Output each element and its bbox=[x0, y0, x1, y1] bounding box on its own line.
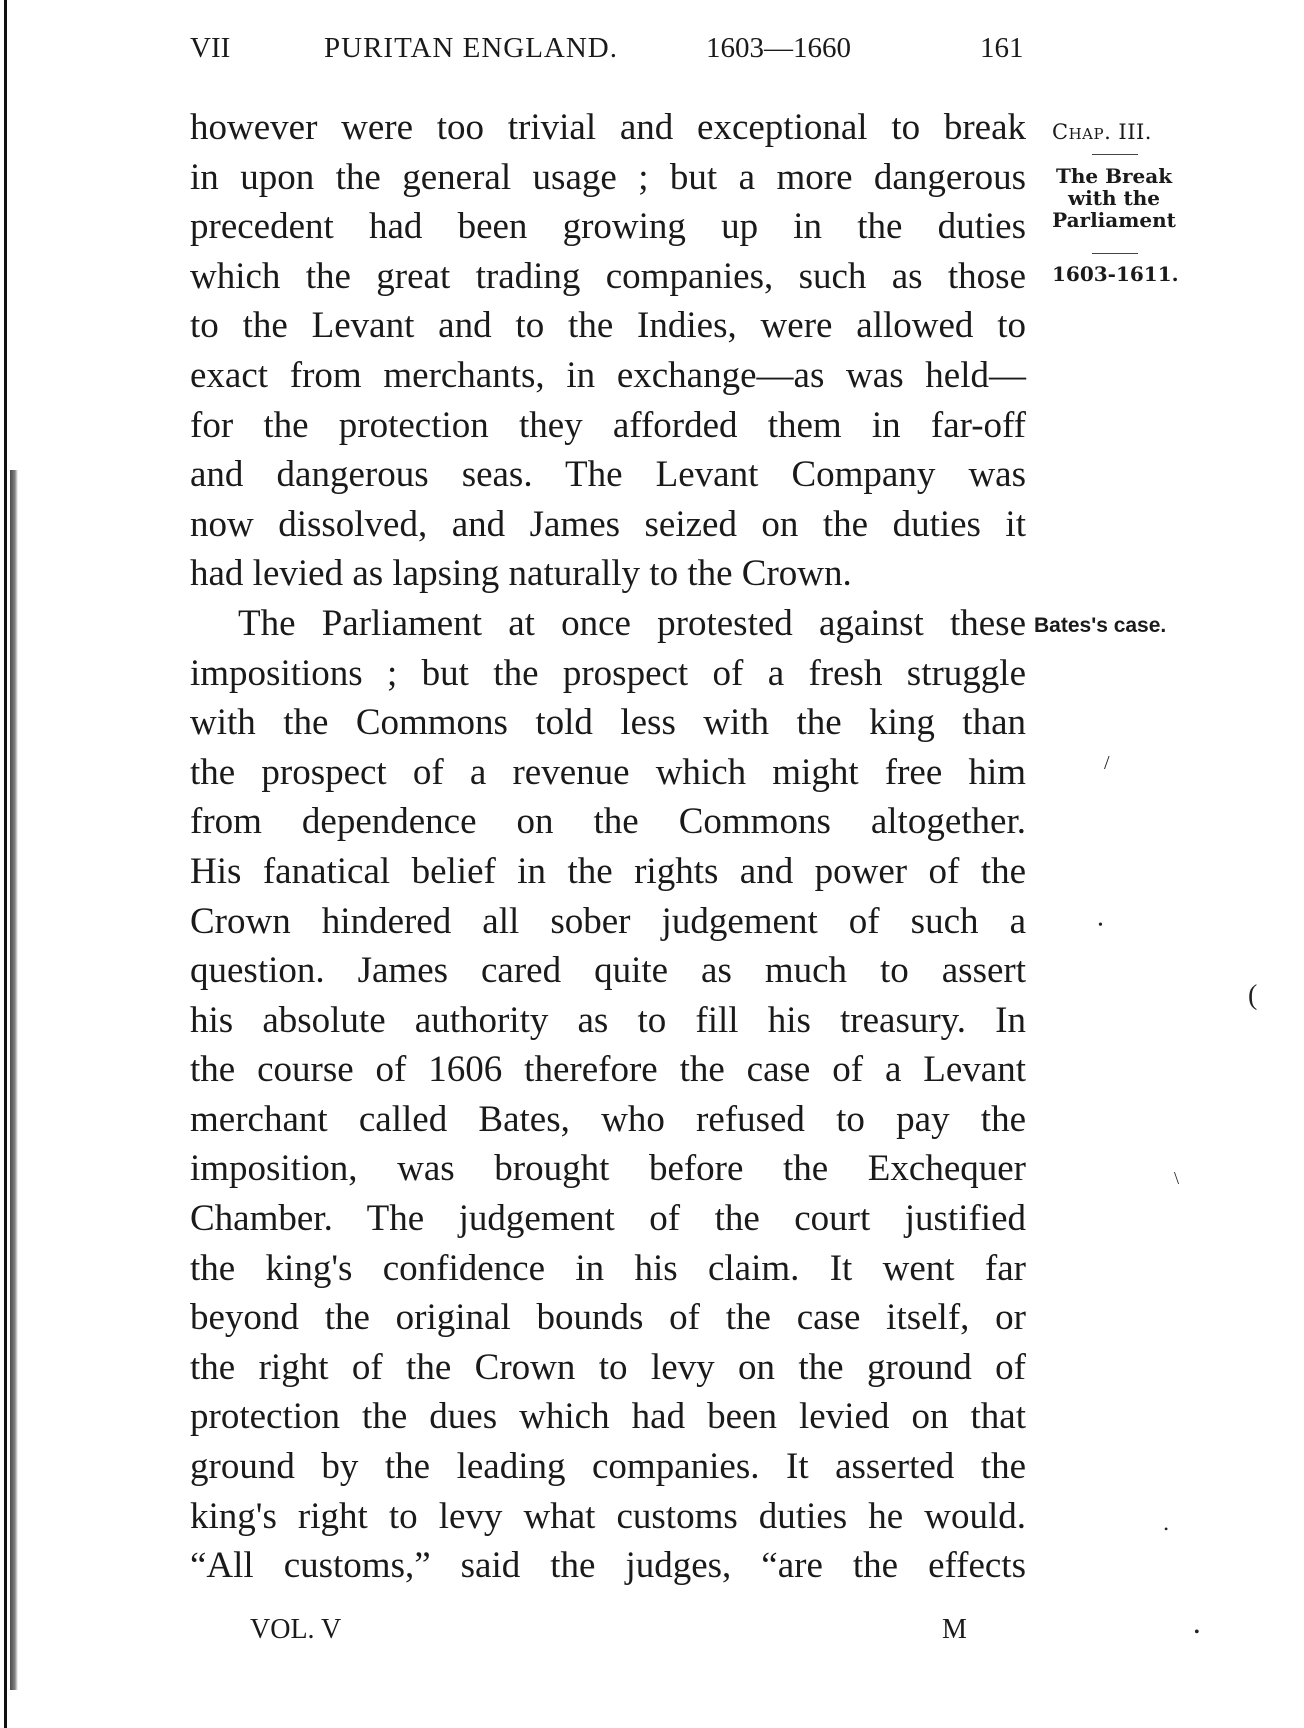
text-line: king's right to levy what customs duties he would. bbox=[190, 1495, 1026, 1537]
text-line: merchant called Bates, who refused to pay the bbox=[190, 1098, 1026, 1140]
sidenote-bates-case: Bates's case. bbox=[1034, 614, 1167, 637]
sidenote-rule-top bbox=[1092, 154, 1138, 155]
body-text bbox=[190, 103, 1026, 1591]
page-number: 161 bbox=[980, 32, 1024, 64]
text-line: question. James cared quite as much to assert bbox=[190, 950, 1026, 992]
sidenote-rule-bottom bbox=[1092, 253, 1138, 254]
sidenote-heading-line: with the bbox=[1067, 186, 1161, 210]
text-line: the king's confidence in his claim. It went far bbox=[190, 1247, 1026, 1289]
scan-speck: • bbox=[1164, 1522, 1169, 1536]
running-head bbox=[190, 32, 1032, 72]
text-line: “All customs,” said the judges, “are the effects bbox=[190, 1545, 1026, 1587]
scan-speck: / bbox=[1104, 752, 1110, 774]
text-line: which the great trading companies, such as those bbox=[190, 255, 1026, 297]
text-line: Chamber. The judgement of the court justified bbox=[190, 1198, 1026, 1240]
text-line: imposition, was brought before the Exchequer bbox=[190, 1148, 1026, 1190]
text-line: and dangerous seas. The Levant Company was bbox=[190, 454, 1026, 496]
sidenote-years: 1603-1611. bbox=[1052, 262, 1179, 286]
text-line: however were too trivial and exceptional to break bbox=[190, 107, 1026, 148]
text-line: the prospect of a revenue which might free him bbox=[190, 751, 1026, 793]
book-gutter-shadow bbox=[10, 470, 18, 1690]
footer-volume: VOL. V bbox=[250, 1614, 342, 1645]
scan-speck: \ bbox=[1174, 1168, 1180, 1188]
text-line: protection the dues which had been levied on that bbox=[190, 1396, 1026, 1438]
text-line: had levied as lapsing naturally to the Crown. bbox=[190, 553, 852, 595]
text-line: His fanatical belief in the rights and power of the bbox=[190, 850, 1026, 892]
text-line: for the protection they afforded them in far-off bbox=[190, 404, 1026, 446]
text-line: impositions ; but the prospect of a fresh struggle bbox=[190, 652, 1026, 694]
text-line: exact from merchants, in exchange—as was held— bbox=[190, 354, 1026, 396]
sidenote-heading-line: Parliament bbox=[1052, 208, 1176, 232]
running-head-title: PURITAN ENGLAND. bbox=[324, 32, 618, 64]
text-line: beyond the original bounds of the case itself, or bbox=[190, 1297, 1026, 1339]
text-line: ground by the leading companies. It asserted the bbox=[190, 1446, 1026, 1488]
text-line: with the Commons told less with the king than bbox=[190, 702, 1026, 744]
scan-speck: • bbox=[1098, 918, 1103, 933]
running-head-years: 1603—1660 bbox=[706, 32, 851, 64]
text-line: the course of 1606 therefore the case of a Levant bbox=[190, 1049, 1026, 1091]
text-line: to the Levant and to the Indies, were allowed to bbox=[190, 305, 1026, 347]
text-line: Crown hindered all sober judgement of such a bbox=[190, 900, 1026, 942]
footer-signature-mark: M bbox=[942, 1614, 967, 1645]
sidenote-chapter: Chap. III. bbox=[1052, 120, 1152, 144]
text-line: the right of the Crown to levy on the ground of bbox=[190, 1346, 1026, 1388]
sidenote-heading-line: The Break bbox=[1055, 164, 1173, 188]
text-line: from dependence on the Commons altogether. bbox=[190, 801, 1026, 843]
text-line: now dissolved, and James seized on the duties it bbox=[190, 503, 1026, 545]
scan-speck: ( bbox=[1248, 980, 1258, 1011]
scan-speck: • bbox=[1194, 1624, 1200, 1641]
text-line: precedent had been growing up in the duties bbox=[190, 206, 1026, 248]
running-head-chapter: VII bbox=[190, 32, 231, 64]
book-spine-edge bbox=[4, 0, 7, 1728]
text-line: his absolute authority as to fill his treasury. In bbox=[190, 999, 1026, 1041]
sidenote-heading bbox=[1050, 165, 1178, 231]
text-line: in upon the general usage ; but a more dangerous bbox=[190, 156, 1026, 198]
text-line: The Parliament at once protested against these bbox=[238, 602, 1026, 644]
